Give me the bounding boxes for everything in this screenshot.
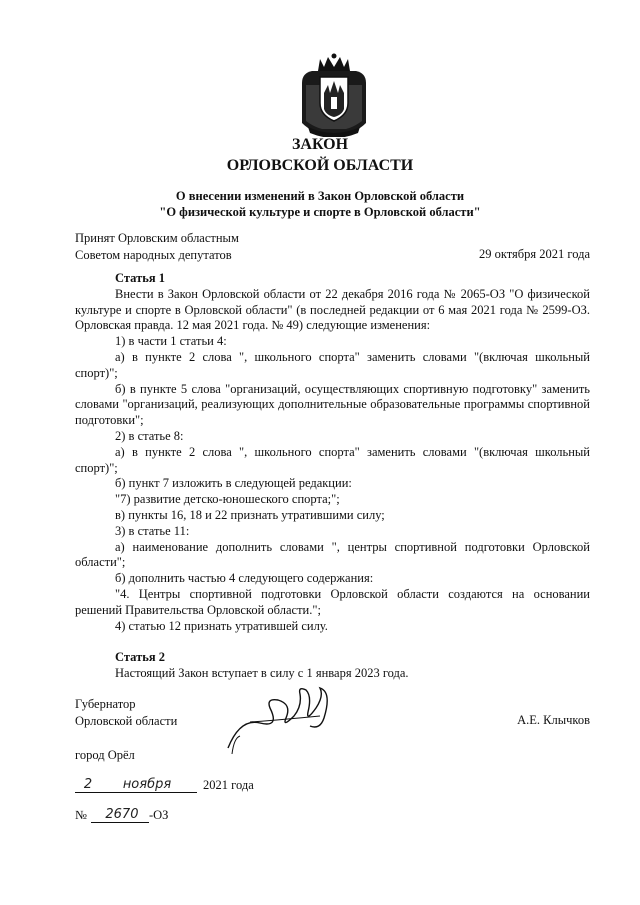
- article1-paragraph: "7) развитие детско-юношеского спорта;";: [115, 492, 340, 507]
- article1-paragraph: Внести в Закон Орловской области от 22 декабря 2016 года № 2065-ОЗ "О физической культуре и спорте в Орловской области" (в последней редакции от 6 мая 2021 года № 2599-ОЗ. Орловская правда. 12 мая 2021 года. № 49) следующие изменения:: [75, 286, 590, 333]
- article1-title: Статья 1: [115, 271, 165, 285]
- signatory-name: А.Е. Клычков: [517, 713, 590, 727]
- article1-paragraph: а) в пункте 2 слова ", школьного спорта" заменить словами "(включая школьный спорт)";: [75, 444, 590, 475]
- law-number-suffix: -ОЗ: [148, 808, 169, 822]
- signatory-position: Губернатор: [75, 697, 136, 711]
- article1-paragraph: 4) статью 12 признать утратившей силу.: [115, 618, 328, 633]
- signing-date: [75, 777, 254, 793]
- article2-text: Настоящий Закон вступает в силу с 1 января 2023 года.: [115, 666, 409, 681]
- article1-paragraph: в) пункты 16, 18 и 22 признать утратившими силу;: [115, 507, 385, 522]
- article1-paragraph: 2) в статье 8:: [115, 428, 184, 443]
- signatory-region: Орловской области: [75, 713, 178, 728]
- signing-day: 2: [75, 777, 101, 793]
- article1-paragraph: 3) в статье 11:: [115, 523, 190, 538]
- signing-year: 2021 года: [203, 778, 254, 792]
- article1-paragraph: б) пункт 7 изложить в следующей редакции:: [115, 476, 352, 491]
- adoption-date: 29 октября 2021 года: [478, 247, 590, 261]
- article1-paragraph: б) в пункте 5 слова "организаций, осуществляющих спортивную подготовку" заменить словами "организаций, реализующих дополнительные образовательные программы спортивной подготовки";: [75, 381, 590, 428]
- law-number: 2670: [105, 807, 139, 822]
- article1-paragraph: "4. Центры спортивной подготовки Орловской области создаются на основании решений Правительства Орловской области.";: [75, 586, 590, 617]
- adoption-block: [75, 230, 239, 263]
- law-number-prefix: №: [75, 808, 87, 822]
- law-subject-line1: О внесении изменений в Закон Орловской области: [175, 189, 465, 203]
- article1-paragraph: б) дополнить частью 4 следующего содержания:: [115, 571, 374, 586]
- article2-title: Статья 2: [115, 650, 165, 665]
- document-type-title: ЗАКОН: [291, 136, 349, 153]
- article1-paragraph: 1) в части 1 статьи 4:: [115, 334, 227, 349]
- law-body: [75, 271, 590, 682]
- signatory-block: [75, 696, 177, 729]
- signing-month: ноября: [117, 777, 177, 793]
- adoption-line1: Принят Орловским областным: [75, 231, 239, 245]
- law-subject-line2: "О физической культуре и спорте в Орловской области": [159, 205, 481, 219]
- adoption-line2: Советом народных депутатов: [75, 247, 232, 262]
- governor-signature-icon: [220, 678, 340, 758]
- coat-of-arms-icon: [298, 53, 370, 137]
- article1-paragraph: а) наименование дополнить словами ", центры спортивной подготовки Орловской области";: [75, 539, 590, 570]
- law-number-line: [75, 807, 168, 823]
- article1-paragraph: а) в пункте 2 слова ", школьного спорта" заменить словами "(включая школьный спорт)";: [75, 349, 590, 380]
- region-title: ОРЛОВСКОЙ ОБЛАСТИ: [226, 157, 414, 174]
- signing-city: город Орёл: [75, 748, 135, 762]
